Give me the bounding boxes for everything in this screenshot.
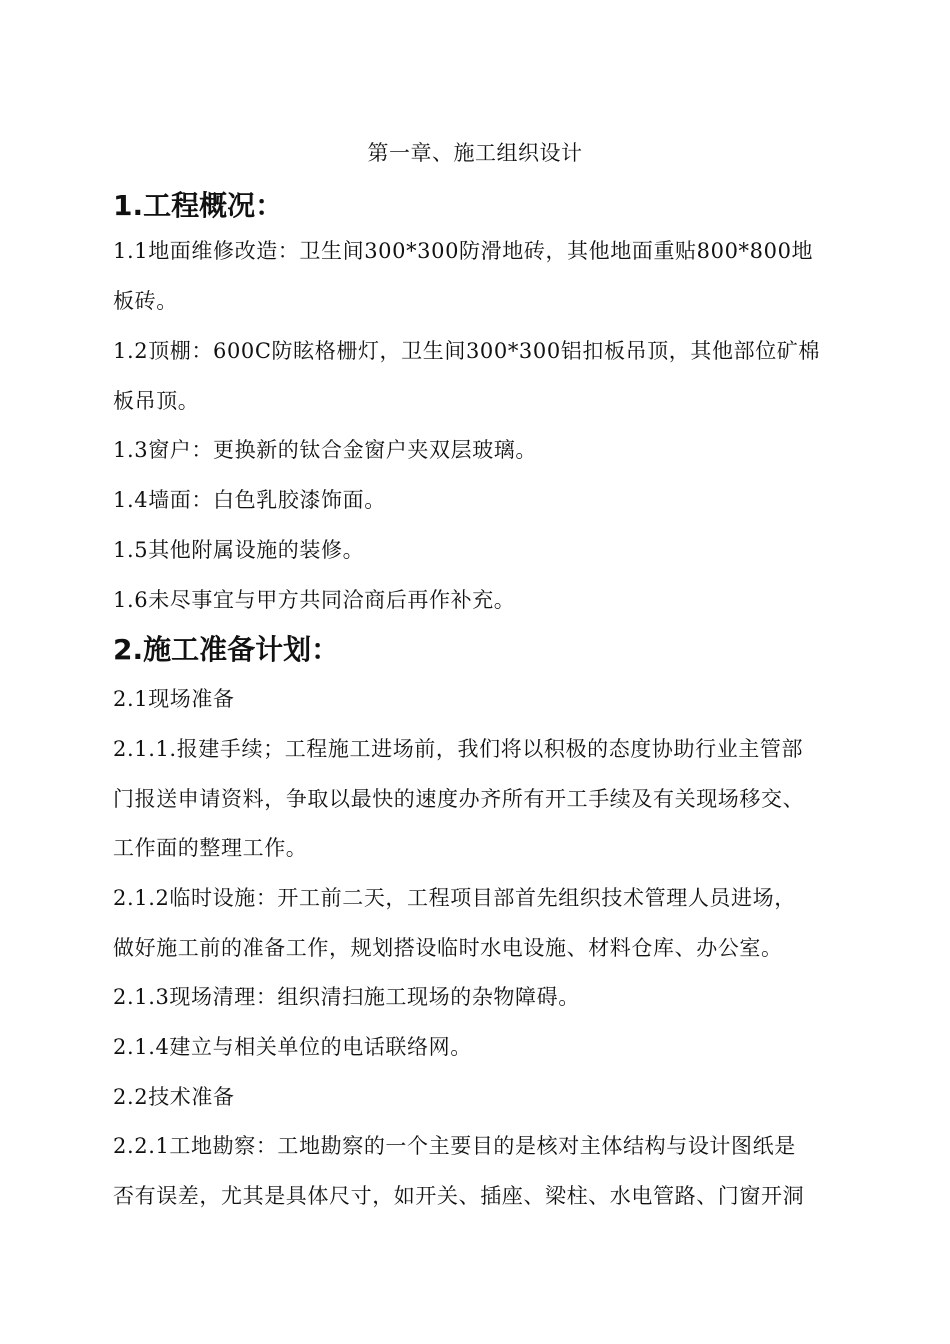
section-2-line-6: 做好施工前的准备工作，规划搭设临时水电设施、材料仓库、办公室。 bbox=[113, 936, 783, 960]
section-1-line-8: 1.6未尽事宜与甲方共同洽商后再作补充。 bbox=[113, 588, 516, 612]
section-1-line-4: 板吊顶。 bbox=[113, 389, 200, 413]
section-1-line-2: 板砖。 bbox=[113, 289, 178, 313]
section-2-line-10: 2.2.1工地勘察：工地勘察的一个主要目的是核对主体结构与设计图纸是 bbox=[113, 1134, 796, 1158]
section-1-line-5: 1.3窗户：更换新的钛合金窗户夹双层玻璃。 bbox=[113, 438, 537, 462]
section-2-line-8: 2.1.4建立与相关单位的电话联络网。 bbox=[113, 1035, 472, 1059]
section-2-line-9: 2.2技术准备 bbox=[113, 1085, 235, 1109]
section-1-line-6: 1.4墙面：白色乳胶漆饰面。 bbox=[113, 488, 386, 512]
section-heading-1: 1.工程概况： bbox=[113, 189, 284, 222]
chapter-title: 第一章、施工组织设计 bbox=[367, 141, 583, 165]
section-2-line-2: 2.1.1.报建手续；工程施工进场前，我们将以积极的态度协助行业主管部 bbox=[113, 737, 804, 761]
section-1-line-7: 1.5其他附属设施的装修。 bbox=[113, 538, 365, 562]
section-2-line-3: 门报送申请资料，争取以最快的速度办齐所有开工手续及有关现场移交、 bbox=[113, 787, 805, 811]
section-2-line-7: 2.1.3现场清理：组织清扫施工现场的杂物障碍。 bbox=[113, 985, 580, 1009]
section-2-line-5: 2.1.2临时设施：开工前二天，工程项目部首先组织技术管理人员进场， bbox=[113, 886, 796, 910]
section-2-line-4: 工作面的整理工作。 bbox=[113, 836, 308, 860]
section-2-line-1: 2.1现场准备 bbox=[113, 687, 235, 711]
section-heading-2: 2.施工准备计划： bbox=[113, 633, 340, 666]
section-2-line-11: 否有误差，尤其是具体尺寸，如开关、插座、梁柱、水电管路、门窗开洞 bbox=[113, 1184, 805, 1208]
section-1-line-3: 1.2顶棚：600C防眩格栅灯，卫生间300*300铝扣板吊顶，其他部位矿棉 bbox=[113, 339, 821, 363]
section-1-line-1: 1.1地面维修改造：卫生间300*300防滑地砖，其他地面重贴800*800地 bbox=[113, 239, 814, 263]
